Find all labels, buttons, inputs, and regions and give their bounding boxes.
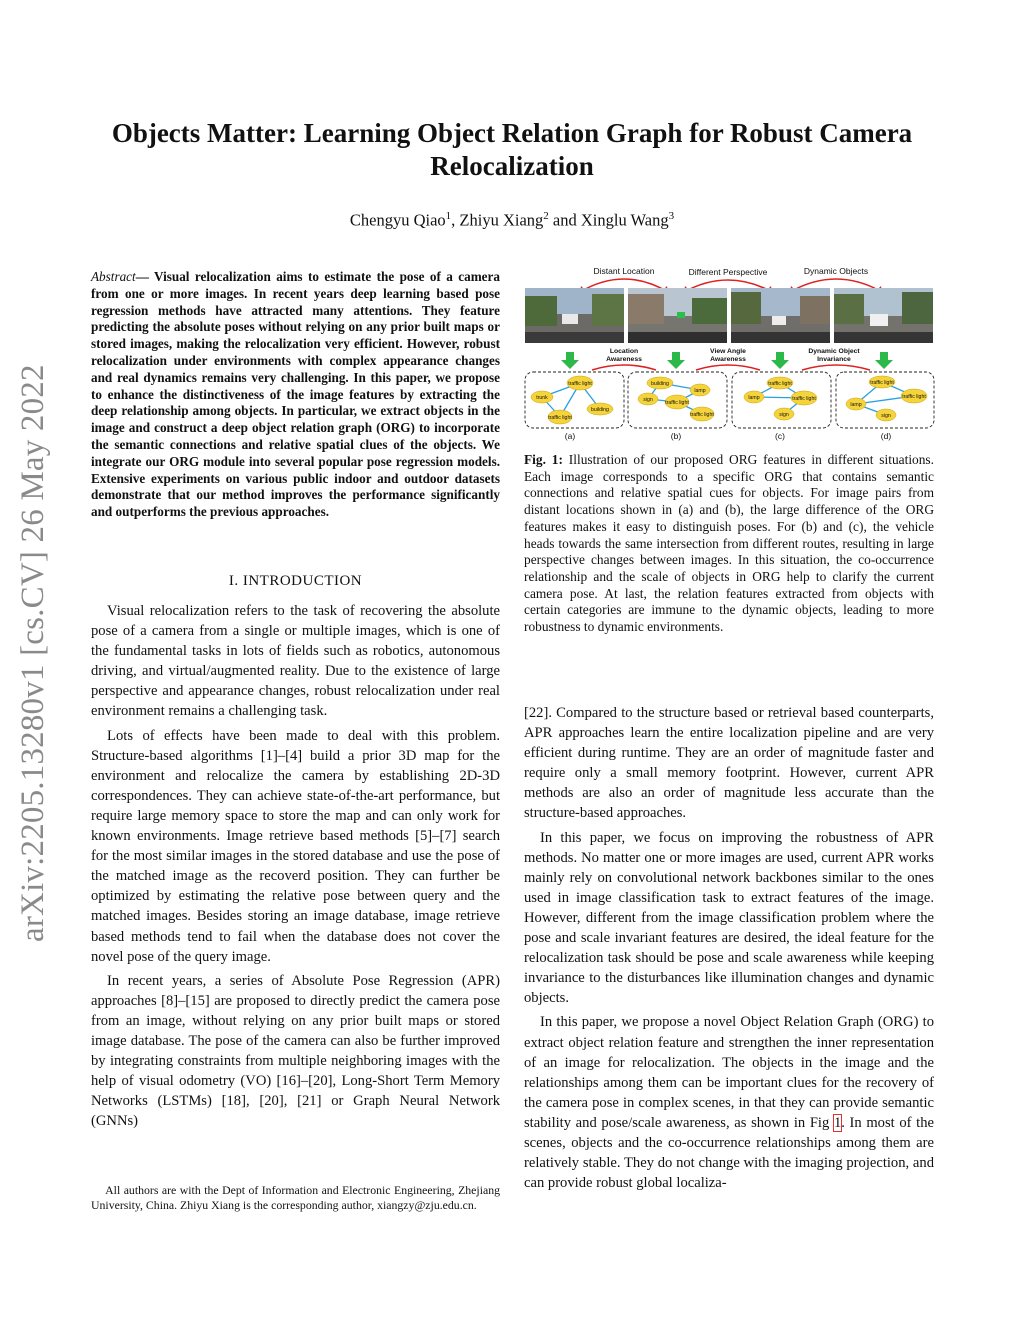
figure-caption-text: Illustration of our proposed ORG features in different situations. Each image corresponds to a specific ORG that contains semantic connections and relative spatial cues for objects. For image pairs from distant locations shown in (a) and (b), the large difference of the ORG features makes it easy to distinguish poses. For (b) and (c), the vehicle heads towards the same intersection from different routes, resulting in large perspective changes between images. In this situation, the co-occurrence relationship and the scale of objects in ORG help to clarify the current camera pose. At last, the relation features extracted from objects with certain categories are immune to the dynamic objects, leading to more robustness to dynamic environments. [524, 452, 934, 635]
fig-top-label: Distant Location [593, 266, 655, 276]
paragraph: Visual relocalization refers to the task of recovering the absolute pose of a camera from a single or multiple images, which is one of the fundamental tasks in lots of fields such as robotics, autonomous driving, and virtual/augmented reality. Due to the existence of large perspective and appearance changes, robust relocalization under real environment remains a challenging task. [91, 603, 500, 720]
arrow-view-angle [696, 365, 760, 370]
down-arrow-icon [875, 352, 893, 369]
figure-1 [522, 262, 936, 444]
graph-node: traffic light [568, 381, 592, 387]
arrow-dynamic-invariance [802, 365, 870, 370]
graph-node: traffic light [548, 415, 572, 421]
paragraph: [22]. Compared to the structure based or retrieval based counterparts, APR approaches learn the entire localization pipeline and are very efficient during runtime. They are an order of magnitude faster and require only a small memory footprint. However, current APR methods are also an order of magnitude less accurate than the structure-based approaches. [524, 705, 934, 822]
graph-panel-d [846, 376, 927, 421]
paragraph [524, 1012, 934, 1193]
graph-node: traffic light [792, 396, 816, 402]
fig-mid-label: Awareness [710, 356, 746, 363]
paragraph: Lots of effects have been made to deal with this problem. Structure-based algorithms [1]–[4] build a prior 3D map for the environment and relocalize the camera by establishing 2D-3D correspondences. They can achieve state-of-the-art performance, but require large memory space to store the map and can only work for known environments. Image retrieve based methods [5]–[7] search for the most similar images in the stored database and use the pose of the matched image as the recoverd position. They can further be optimized by estimating the relative pose between query and the matched images. Besides storing an image database, image retrieve based methods tend to fail when the database does not cover the novel pose of the query image. [91, 727, 500, 965]
figure-reference-link[interactable]: 1 [833, 1114, 842, 1131]
street-photo [525, 288, 624, 343]
graph-node: sign [881, 413, 891, 419]
graph-node: traffic light [665, 400, 689, 406]
graph-panel-c [744, 377, 817, 420]
graph-node: building [651, 381, 669, 387]
down-arrow-icon [667, 352, 685, 369]
graph-node: sign [779, 412, 789, 418]
paragraph-text: . In most of the scenes, objects and the co-occurrence relationships among them are relatively stable. They do not change with the imaging projection, and can provide robust global localiza- [524, 1114, 934, 1192]
graph-node: sign [643, 397, 653, 403]
graph-node: lamp [748, 395, 760, 401]
graph-node: lamp [694, 388, 706, 394]
section-heading-introduction: I. INTRODUCTION [228, 573, 363, 589]
paper-title: Objects Matter: Learning Object Relation Graph for Robust Camera Relocalization [111, 118, 913, 181]
fig-mid-label: Location [609, 348, 639, 355]
fig-mid-label: Invariance [817, 356, 851, 363]
graph-node: traffic light [768, 381, 792, 387]
panel-label: (d) [880, 431, 892, 441]
graph-node: trunk [536, 395, 548, 401]
fig-mid-label: Dynamic Object [808, 348, 860, 355]
figure-caption-label: Fig. 1: [524, 452, 563, 467]
panel-label: (a) [564, 431, 576, 441]
author-list [90, 210, 934, 231]
author-footnote: All authors are with the Dept of Information and Electronic Engineering, Zhejiang University, China. Zhiyu Xiang is the corresponding author, xiangzy@zju.edu.cn. [91, 1183, 500, 1212]
author-separator: , [451, 210, 460, 230]
panel-label: (b) [670, 431, 682, 441]
street-photo [628, 288, 727, 343]
graph-node: traffic light [690, 412, 714, 418]
graph-panel-b [638, 377, 714, 421]
abstract-label: Abstract [91, 269, 136, 284]
graph-node: building [591, 407, 609, 413]
panel-label: (c) [775, 431, 785, 441]
fig-mid-label: Awareness [606, 356, 642, 363]
street-photo [834, 288, 933, 343]
fig-top-label: Different Perspective [688, 267, 768, 277]
arxiv-stamp: arXiv:2205.13280v1 [cs.CV] 26 May 2022 [15, 364, 51, 942]
paragraph: In recent years, a series of Absolute Pose Regression (APR) approaches [8]–[15] are proposed to directly predict the camera pose from an image, without relying on any prior built maps or stored image database. The pose of the camera can also be further improved by integrating constraints from multiple neighboring images with the help of visual odometry (VO) [16]–[20], Long-Short Term Memory Networks (LSTMs) [18], [20], [21] or Graph Neural Network (GNNs) [91, 972, 500, 1130]
down-arrow-icon [561, 352, 579, 369]
author-affiliation: 2 [543, 210, 549, 222]
author-separator: and [548, 210, 581, 230]
right-column-body [524, 703, 934, 1193]
author-name: Chengyu Qiao [349, 210, 446, 230]
paragraph-text: In this paper, we propose a novel Object Relation Graph (ORG) to extract object relation feature and strengthen the inner representation of an image for relocalization. The objects in the image and the relationships among them can be important clues for the recovery of the camera pose in complex scenes, in that they can provide semantic stability and pose/scale awareness, as shown in Fig [524, 1014, 934, 1131]
graph-node: traffic light [870, 380, 894, 386]
graph-panel-a [531, 376, 613, 424]
author-name: Xinglu Wang [580, 210, 669, 230]
author-affiliation: 3 [668, 210, 675, 222]
fig-mid-label: View Angle [710, 348, 746, 355]
down-arrow-icon [771, 352, 789, 369]
fig-top-label: Dynamic Objects [803, 266, 869, 276]
author-affiliation: 1 [445, 210, 452, 222]
abstract [91, 269, 500, 521]
figure-caption [524, 452, 934, 636]
left-column-body [91, 601, 500, 1131]
graph-node: lamp [850, 402, 862, 408]
author-name: Zhiyu Xiang [459, 210, 544, 230]
street-photo [731, 288, 830, 343]
abstract-text: — Visual relocalization aims to estimate the pose of a camera from one or more images. In recent years deep learning based pose regression methods have attracted many attentions. They feature predicting the absolute poses without relying on any prior built maps or stored images, making the relocalization very efficient. However, robust relocalization under environments with complex appearance changes and real dynamics remains very challenging. In this paper, we propose to enhance the distinctiveness of the image features by extracting the deep relationship among objects. In particular, we extract objects in the image and construct a deep object relation graph (ORG) to incorporate the semantic connections and relative spatial clues of the objects. We integrate our ORG module into several popular pose regression models. Extensive experiments on various public indoor and outdoor datasets demonstrate that our method improves the performance significantly and outperforms the previous approaches. [91, 269, 500, 520]
paragraph: In this paper, we focus on improving the robustness of APR methods. No matter one or more images are used, current APR works mainly rely on convolutional network backbones similar to the ones used in image classification task to extract features of the image. However, different from the image classification problem where the pose and scale invariant features are desired, the ideal feature for the relocalization task should be pose and scale awareness while keeping invariance to the disturbances like illumination changes and dynamic objects. [524, 829, 934, 1007]
graph-node: traffic light [902, 394, 926, 400]
arrow-location-awareness [592, 365, 656, 370]
